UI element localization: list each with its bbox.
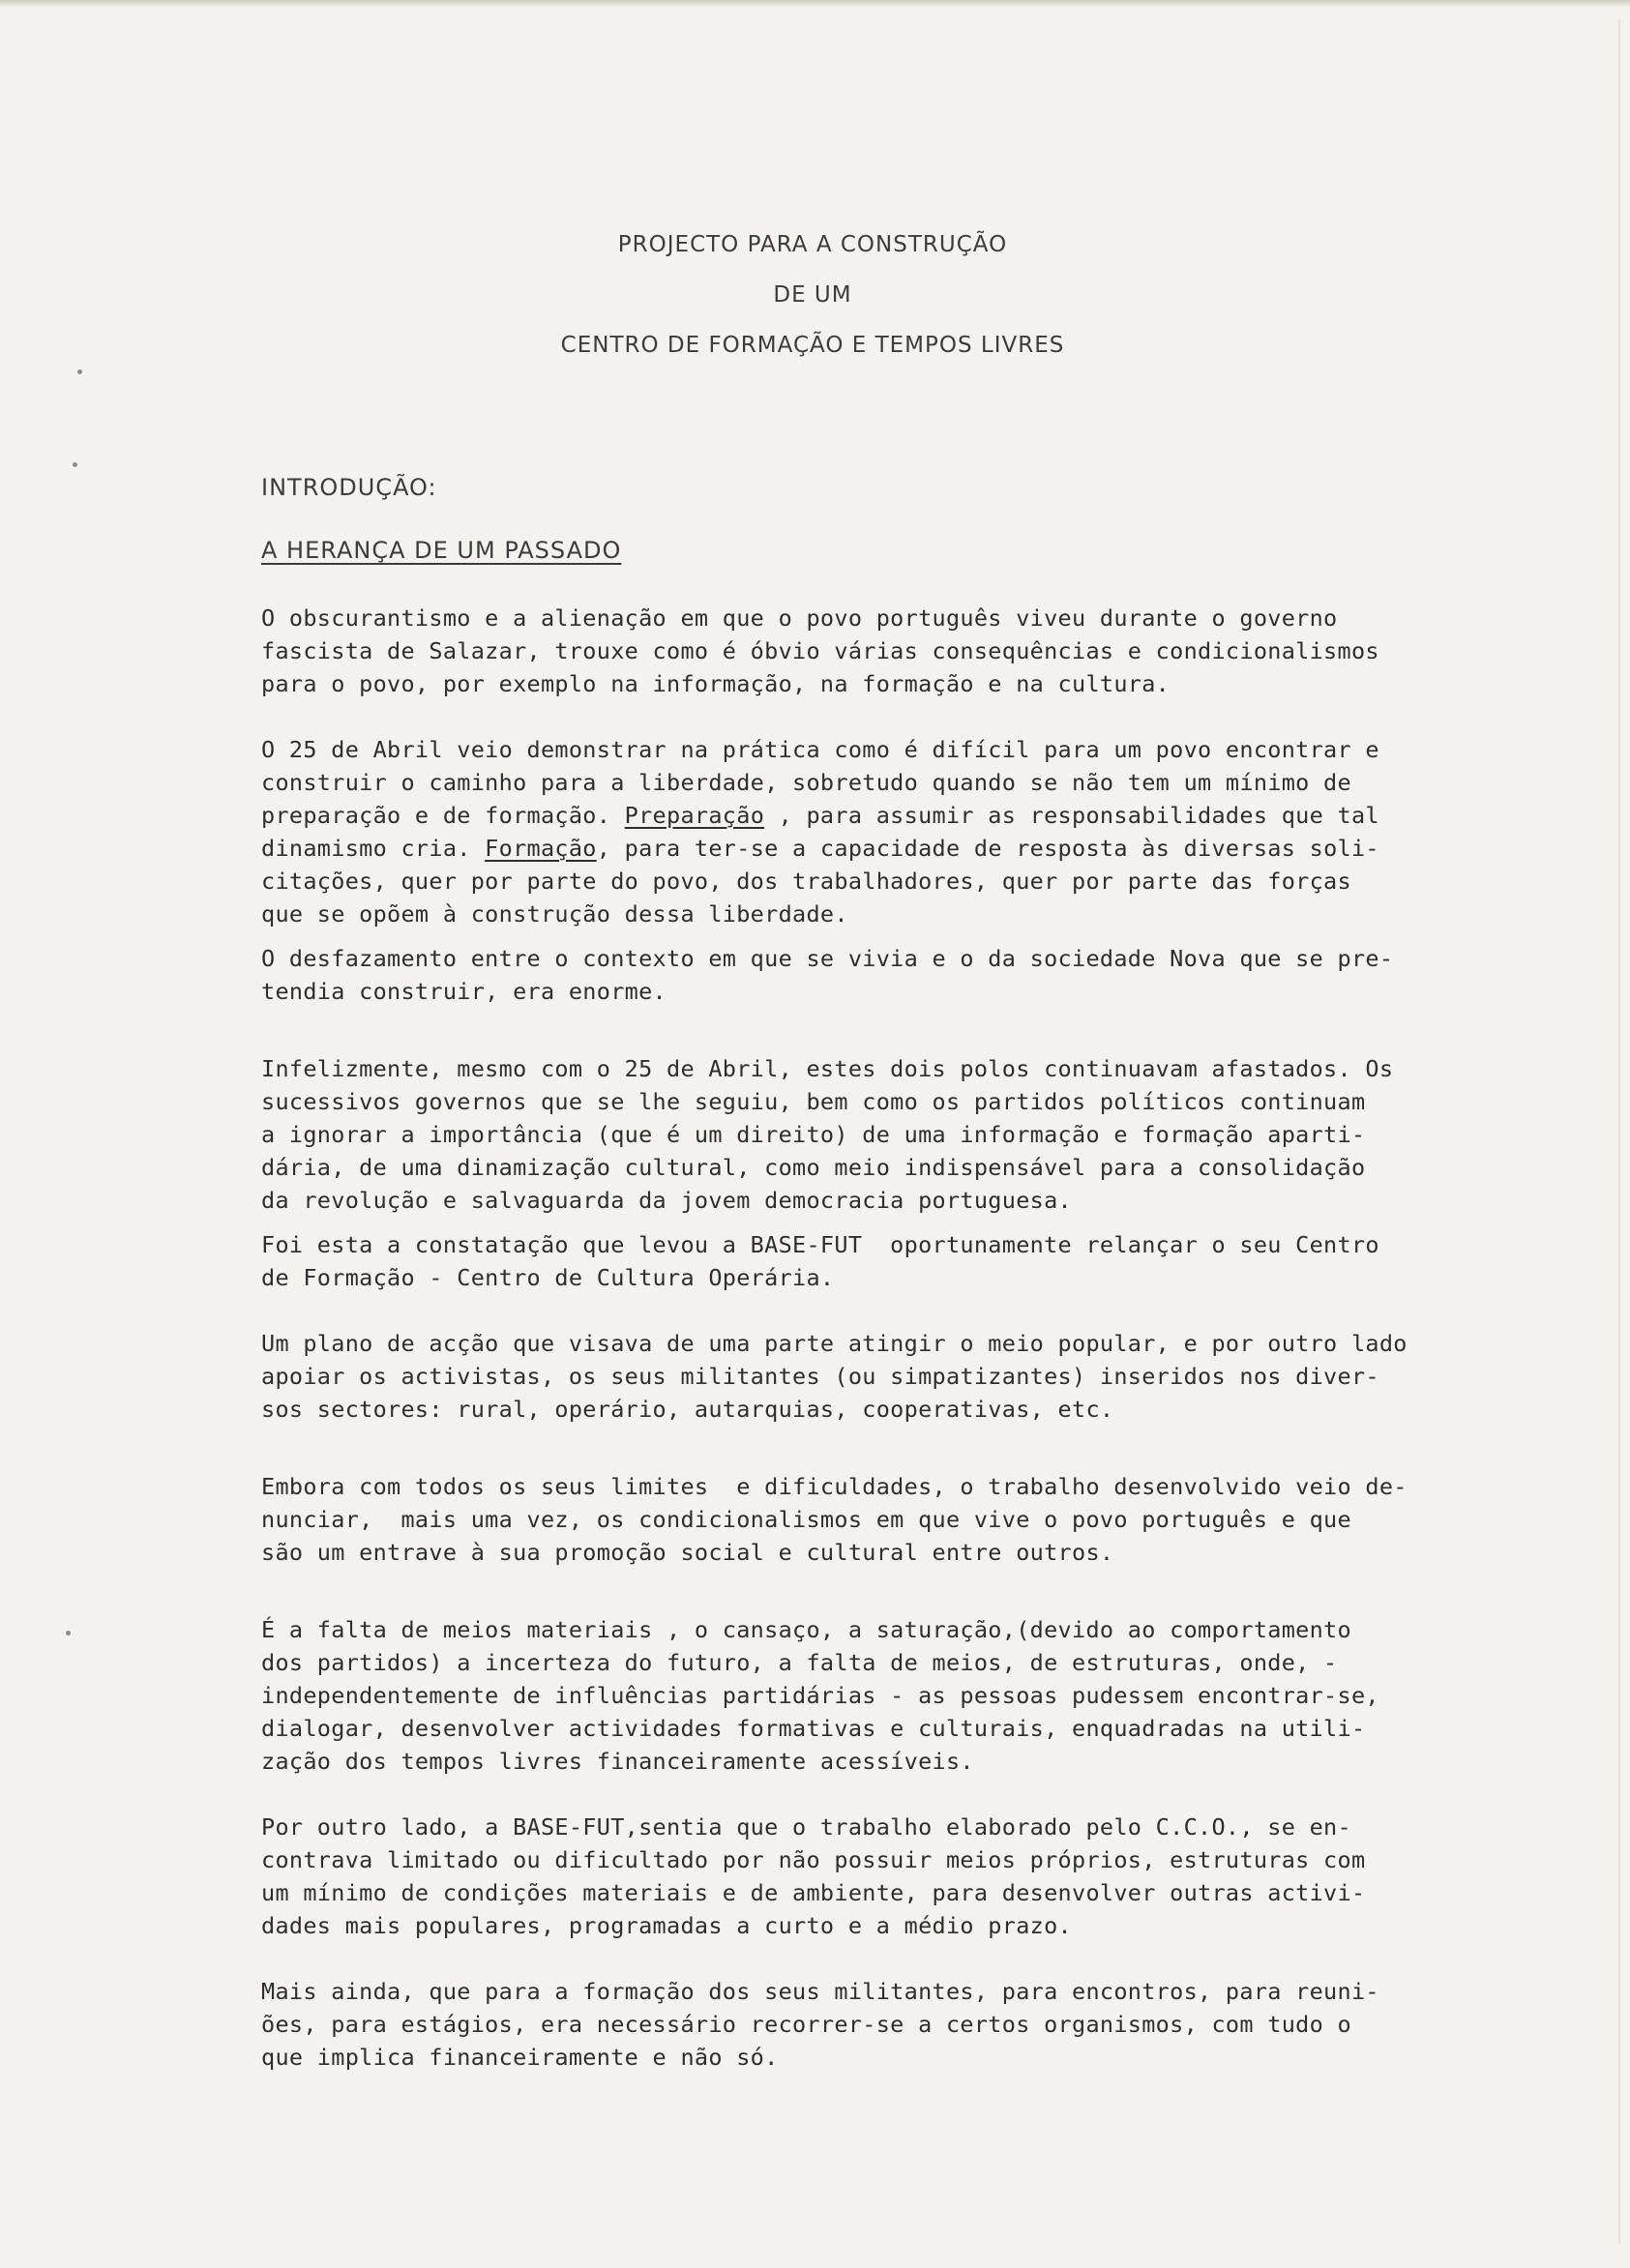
paragraph-2-line: construir o caminho para a liberdade, sobretudo quando se não tem um mínimo de [261, 769, 1351, 796]
paragraph-4-line: Infelizmente, mesmo com o 25 de Abril, estes dois polos continuavam afastados. Os [261, 1055, 1394, 1082]
text-run: , para assumir as responsabilidades que tal [764, 802, 1379, 829]
paragraph-8-line: dialogar, desenvolver actividades formativas e culturais, enquadradas na utili- [261, 1715, 1366, 1742]
paragraph-7-line: nunciar, mais uma vez, os condicionalismos em que vive o povo português e que [261, 1506, 1351, 1533]
paragraph-8-line: dos partidos) a incerteza do futuro, a falta de meios, de estruturas, onde, - [261, 1649, 1338, 1676]
paragraph-8-line: É a falta de meios materiais , o cansaço, a saturação,(devido ao comportamento [261, 1616, 1351, 1643]
paragraph-2-line [261, 832, 1596, 865]
paragraph-5-line: Foi esta a constatação que levou a BASE-FUT oportunamente relançar o seu Centro [261, 1231, 1379, 1258]
paragraph-9-line: Por outro lado, a BASE-FUT,sentia que o trabalho elaborado pelo C.C.O., se en- [261, 1813, 1351, 1841]
scan-speck [77, 369, 82, 374]
text-run: dinamismo cria. [261, 835, 486, 862]
title-line-2: DE UM [773, 282, 852, 308]
title-line-3: CENTRO DE FORMAÇÃO E TEMPOS LIVRES [560, 333, 1065, 358]
paragraph-9-line: contrava limitado ou dificultado por não possuir meios próprios, estruturas com [261, 1846, 1366, 1873]
paragraph-9-line: dades mais populares, programadas a curto e a médio prazo. [261, 1912, 1072, 1939]
paragraph-9-line: um mínimo de condições materiais e de ambiente, para desenvolver outras activi- [261, 1879, 1366, 1906]
paragraph-6-line: sos sectores: rural, operário, autarquias, cooperativas, etc. [261, 1396, 1114, 1423]
paragraph-2-line: citações, quer por parte do povo, dos trabalhadores, quer por parte das forças [261, 868, 1351, 895]
scan-top-shadow [0, 0, 1630, 8]
paragraph-4-line: a ignorar a importância (que é um direito) de uma informação e formação aparti- [261, 1121, 1366, 1148]
introduction-heading: INTRODUÇÃO: [261, 474, 437, 501]
text-run: , para ter-se a capacidade de resposta às diversas soli- [596, 835, 1379, 862]
section-heading: A HERANÇA DE UM PASSADO [261, 537, 622, 564]
paragraph-1-line: fascista de Salazar, trouxe como é óbvio várias consequências e condicionalismos [261, 637, 1379, 664]
scan-speck [73, 462, 77, 467]
paragraph-8-line: independentemente de influências partidárias - as pessoas pudessem encontrar-se, [261, 1682, 1379, 1709]
paragraph-2-line: O 25 de Abril veio demonstrar na prática como é difícil para um povo encontrar e [261, 736, 1379, 763]
underlined-word: Preparação [624, 802, 765, 829]
paragraph-10-line: Mais ainda, que para a formação dos seus militantes, para encontros, para reuni- [261, 1978, 1379, 2005]
paragraph-7-line: são um entrave à sua promoção social e cultural entre outros. [261, 1539, 1114, 1566]
paragraph-2-line [261, 799, 1596, 832]
paragraph-4-line: dária, de uma dinamização cultural, como meio indispensável para a consolidação [261, 1154, 1366, 1181]
paragraph-1-line: para o povo, por exemplo na informação, na formação e na cultura. [261, 670, 1171, 697]
paragraph-1-line: O obscurantismo e a alienação em que o povo português viveu durante o governo [261, 604, 1338, 632]
title-line-1: PROJECTO PARA A CONSTRUÇÃO [617, 232, 1008, 257]
text-run: preparação e de formação. [261, 802, 625, 829]
paragraph-4-line: sucessivos governos que se lhe seguiu, bem como os partidos políticos continuam [261, 1088, 1366, 1115]
paragraph-8-line: zação dos tempos livres financeiramente acessíveis. [261, 1748, 974, 1775]
document-body [261, 602, 1596, 2074]
paragraph-3-line: O desfazamento entre o contexto em que se vivia e o da sociedade Nova que se pre- [261, 945, 1394, 972]
scan-speck [66, 1631, 71, 1635]
paragraph-4-line: da revolução e salvaguarda da jovem democracia portuguesa. [261, 1187, 1072, 1214]
paragraph-10-line: ões, para estágios, era necessário recorrer-se a certos organismos, com tudo o [261, 2011, 1351, 2038]
paragraph-10-line: que implica financeiramente e não só. [261, 2044, 779, 2071]
paragraph-2-line: que se opõem à construção dessa liberdade. [261, 900, 848, 928]
paragraph-7-line: Embora com todos os seus limites e dificuldades, o trabalho desenvolvido veio de- [261, 1473, 1408, 1500]
underlined-word: Formação [485, 835, 597, 862]
paragraph-3-line: tendia construir, era enorme. [261, 978, 667, 1005]
scan-right-edge [1618, 19, 1620, 2244]
paragraph-6-line: apoiar os activistas, os seus militantes (ou simpatizantes) inseridos nos diver- [261, 1363, 1379, 1390]
paragraph-5-line: de Formação - Centro de Cultura Operária. [261, 1264, 835, 1291]
paragraph-6-line: Um plano de acção que visava de uma parte atingir o meio popular, e por outro lado [261, 1330, 1408, 1357]
